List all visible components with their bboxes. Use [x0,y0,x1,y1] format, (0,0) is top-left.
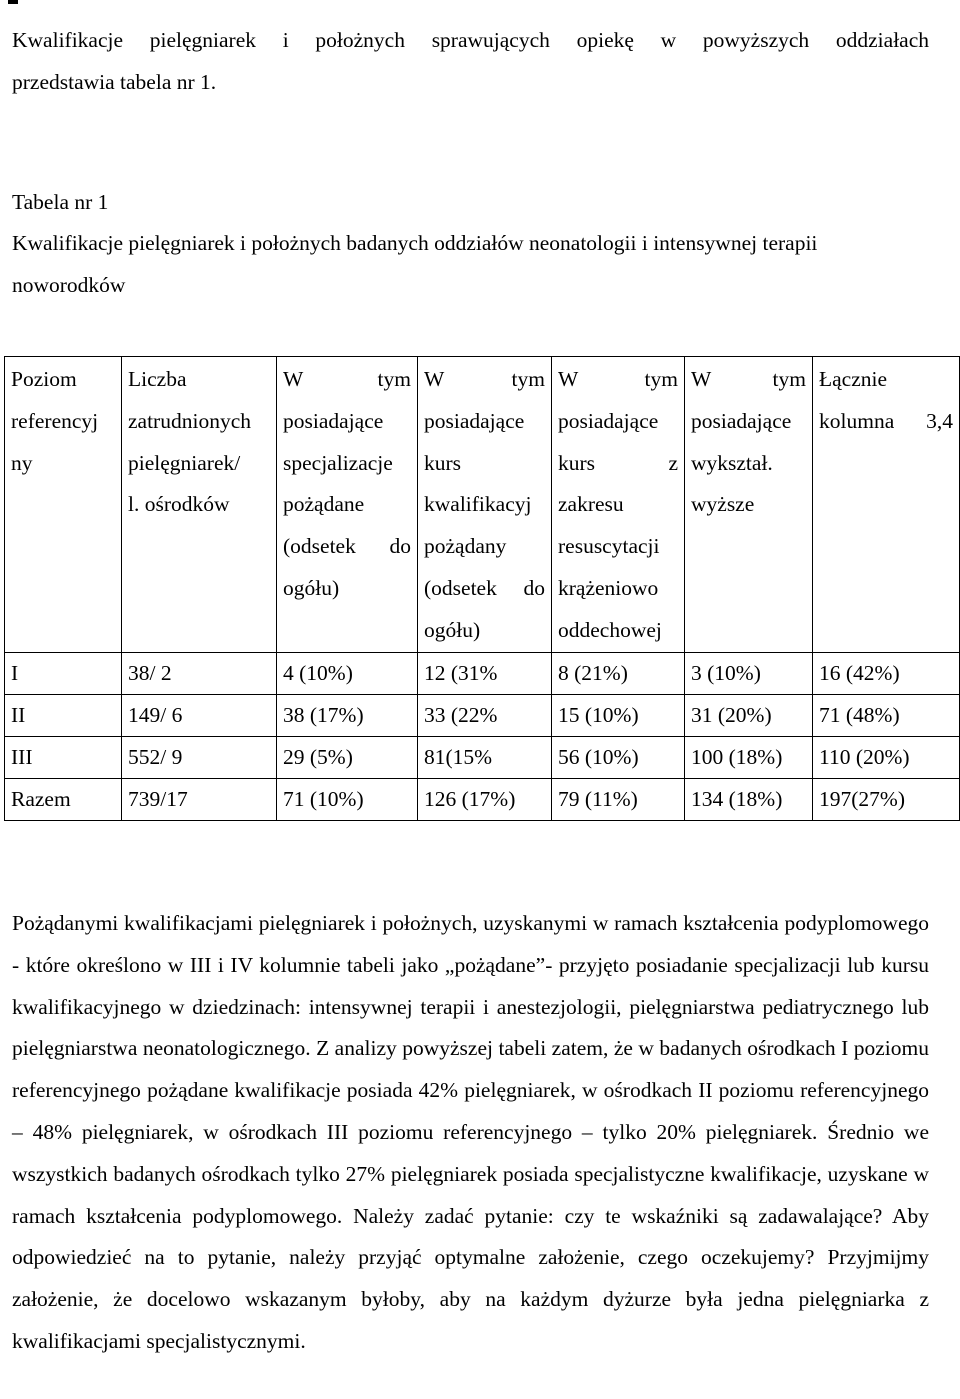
header-line: specjalizacje [283,450,393,475]
header-cell-2 [122,357,277,653]
page-top-mark [8,0,18,4]
table-row [5,778,960,820]
table-cell: 739/17 [122,778,277,820]
header-cell-7 [813,357,960,653]
header-cell-3 [277,357,418,653]
table-cell: 33 (22% [418,694,552,736]
table-cell: 134 (18%) [685,778,813,820]
table-cell: 56 (10%) [552,736,685,778]
table-caption-label: Tabela nr 1 [12,190,109,214]
header-line: (odsetek do [283,534,411,559]
header-line: resuscytacji [558,534,660,559]
table-cell: 149/ 6 [122,694,277,736]
header-line: wyższe [691,492,755,517]
header-line: (odsetek do [424,575,545,600]
header-line: Liczba [128,367,187,391]
header-line: ogółu) [283,575,340,600]
header-line: wykształ. [691,450,773,475]
table-cell: III [5,736,122,778]
table-cell: 12 (31% [418,652,552,694]
table-cell: 79 (11%) [552,778,685,820]
table-cell: 71 (10%) [277,778,418,820]
table-row [5,736,960,778]
table-cell: 4 (10%) [277,652,418,694]
qualifications-table [4,356,960,821]
header-line: kwalifikacyj [424,492,532,517]
intro-line-1: Kwalifikacje pielęgniarek i położnych sprawujących opiekę w powyższych oddziałach [12,28,929,52]
intro-line-2: przedstawia tabela nr 1. [12,69,217,94]
table-body [5,652,960,820]
header-line: referencyj [11,408,99,433]
header-line: ogółu) [424,617,481,642]
table-cell: 31 (20%) [685,694,813,736]
table-cell: 110 (20%) [813,736,960,778]
summary-paragraph: Pożądanymi kwalifikacjami pielęgniarek i położnych, uzyskanymi w ramach kształcenia podyplomowego - które określono w III i IV kolumnie tabeli jako „pożądane”- przyjęto posiadanie specjalizacji lub kursu kwalifikacyjnego w dziedzinach: intensywnej terapii i anestezjologii, pielęgniarstwa pediatrycznego lub pielęgniarstwa neonatologicznego. Z analizy powyższej tabeli zatem, że w badanych ośrodkach I poziomu referencyjnego pożądane kwalifikacje posiada 42% pielęgniarek, w ośrodkach II poziomu referencyjnego – 48% pielęgniarek, w ośrodkach III poziomu referencyjnego – tylko 20% pielęgniarek. Średnio we wszystkich badanych ośrodkach tylko 27% pielęgniarek posiada specjalistyczne kwalifikacje, uzyskane w ramach kształcenia podyplomowego. Należy zadać pytanie: czy te wskaźniki są zadawalające? Aby odpowiedzieć na to pytanie, należy przyjąć optymalne założenie, czego oczekujemy? Przyjmijmy założenie, że docelowo wskazanym byłoby, aby na każdym dyżurze była jedna pielęgniarka z kwalifikacjami specjalistycznymi. [12,911,929,1353]
table-caption-title-continued: noworodków [12,273,126,297]
header-line: kurs z [558,450,678,475]
header-line: kolumna 3,4 [819,408,953,433]
table-cell: 71 (48%) [813,694,960,736]
table-header-row [5,357,960,653]
header-line: Poziom [11,367,77,391]
header-line: pożądane [283,492,365,517]
table-cell: 8 (21%) [552,652,685,694]
table-cell: 3 (10%) [685,652,813,694]
header-line: zakresu [558,492,624,517]
header-line: W tym [558,367,678,391]
table-cell: II [5,694,122,736]
header-line: Łącznie [819,367,888,391]
header-cell-4 [418,357,552,653]
header-line: W tym [424,367,545,391]
intro-paragraph [12,20,929,104]
header-line: posiadające [424,408,525,433]
header-line: W tym [283,367,411,391]
table-row [5,652,960,694]
table-row [5,694,960,736]
table-cell: 100 (18%) [685,736,813,778]
header-line: posiadające [283,408,384,433]
table-cell: 38/ 2 [122,652,277,694]
header-line: zatrudnionych [128,408,251,433]
header-cell-5 [552,357,685,653]
header-line: W tym [691,367,806,391]
table-cell: 552/ 9 [122,736,277,778]
table-cell: 126 (17%) [418,778,552,820]
table-cell: 29 (5%) [277,736,418,778]
header-line: l. ośrodków [128,492,230,517]
header-line: posiadające [691,408,792,433]
header-line: ny [11,450,33,475]
header-line: kurs [424,450,462,475]
header-line: pożądany [424,534,507,559]
table-cell: 16 (42%) [813,652,960,694]
table-cell: Razem [5,778,122,820]
header-line: posiadające [558,408,659,433]
header-line: oddechowej [558,617,662,642]
header-line: pielęgniarek/ [128,450,241,475]
table-cell: I [5,652,122,694]
table-cell: 81(15% [418,736,552,778]
table-cell: 38 (17%) [277,694,418,736]
table-caption-title: Kwalifikacje pielęgniarek i położnych badanych oddziałów neonatologii i intensywnej terapii [12,231,818,255]
header-cell-6 [685,357,813,653]
table-cell: 197(27%) [813,778,960,820]
table-cell: 15 (10%) [552,694,685,736]
header-line: krążeniowo [558,575,659,600]
header-cell-1 [5,357,122,653]
